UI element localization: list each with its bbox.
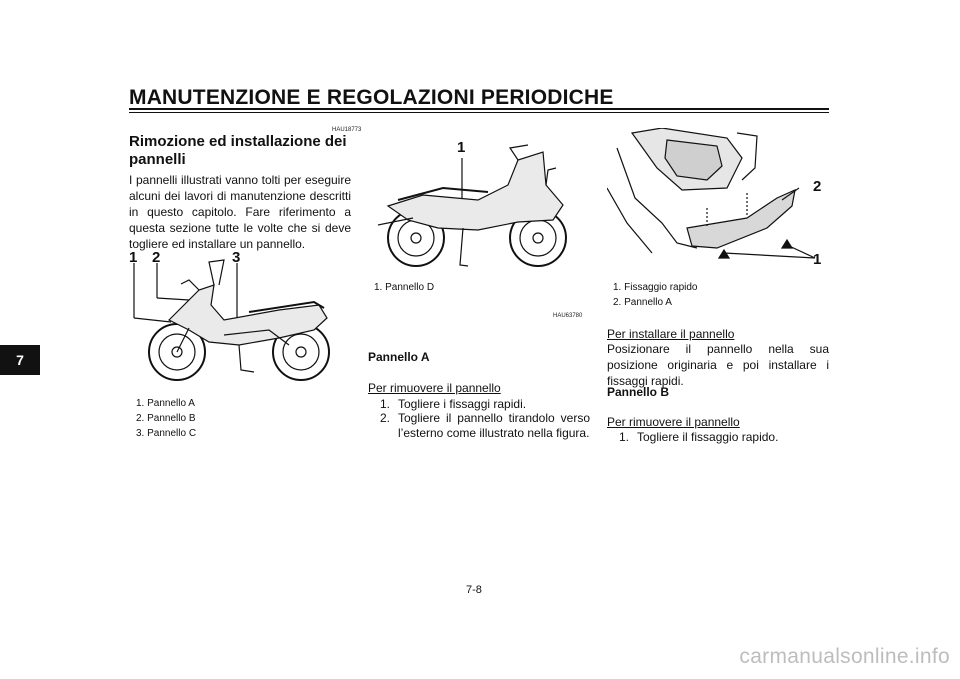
callout-1: 1 bbox=[129, 249, 138, 266]
caption-item: 2. Pannello A bbox=[613, 297, 672, 308]
callout-2: 2 bbox=[152, 249, 161, 266]
remove-panel-label: Per rimuovere il pannello bbox=[607, 415, 740, 429]
step-number: 2. bbox=[380, 411, 391, 425]
caption-item: 1. Pannello D bbox=[374, 282, 435, 293]
figure1-captions bbox=[136, 396, 196, 441]
front-panel-fastener-illustration bbox=[607, 128, 829, 273]
caption-item: 1. Fissaggio rapido bbox=[613, 282, 698, 293]
step-item bbox=[619, 430, 829, 445]
figure3-captions bbox=[613, 280, 698, 310]
subhead-pannello-b: Pannello B bbox=[607, 385, 670, 399]
header-divider-thin bbox=[129, 112, 829, 113]
step-number: 1. bbox=[619, 430, 630, 444]
step-text: Togliere il pannello tirandolo verso l’esterno come illustrato nella figura. bbox=[398, 411, 590, 440]
remove-panel-label: Per rimuovere il pannello bbox=[368, 381, 501, 395]
caption-item: 1. Pannello A bbox=[136, 398, 195, 409]
page-number: 7-8 bbox=[466, 584, 482, 596]
install-paragraph: Posizionare il pannello nella sua posizione originaria e poi installare i fissaggi rapidi. bbox=[607, 342, 829, 388]
header-divider bbox=[129, 108, 829, 110]
step-text: Togliere il fissaggio rapido. bbox=[637, 430, 779, 444]
step-text: Togliere i fissaggi rapidi. bbox=[398, 397, 527, 411]
page-title: MANUTENZIONE E REGOLAZIONI PERIODICHE bbox=[129, 86, 614, 109]
intro-paragraph: I pannelli illustrati vanno tolti per eseguire alcuni dei lavori di manutenzione descritti in questo capitolo. Fare riferimento a questa sezione tutte le volte che si deve togliere ed installare un pannello. bbox=[129, 173, 351, 251]
caption-item: 3. Pannello C bbox=[136, 428, 197, 439]
caption-item: 2. Pannello B bbox=[136, 413, 196, 424]
watermark: carmanualsonline.info bbox=[739, 645, 950, 668]
callout-1: 1 bbox=[457, 139, 466, 156]
step-number: 1. bbox=[380, 397, 391, 411]
figure2-caption bbox=[374, 280, 434, 295]
callout-2: 2 bbox=[813, 178, 822, 195]
scooter-left-view-illustration bbox=[129, 250, 351, 390]
callout-3: 3 bbox=[232, 249, 241, 266]
scooter-right-view-illustration bbox=[368, 140, 590, 270]
section-code: HAU63780 bbox=[553, 313, 583, 319]
section-code: HAU18773 bbox=[332, 127, 362, 133]
subhead-pannello-a: Pannello A bbox=[368, 350, 430, 364]
install-panel-label: Per installare il pannello bbox=[607, 327, 735, 341]
chapter-tab[interactable]: 7 bbox=[0, 345, 40, 375]
step-item bbox=[380, 397, 590, 412]
callout-1: 1 bbox=[813, 251, 822, 268]
step-item bbox=[380, 411, 590, 441]
section-title: Rimozione ed installazione dei pannelli bbox=[129, 133, 347, 168]
